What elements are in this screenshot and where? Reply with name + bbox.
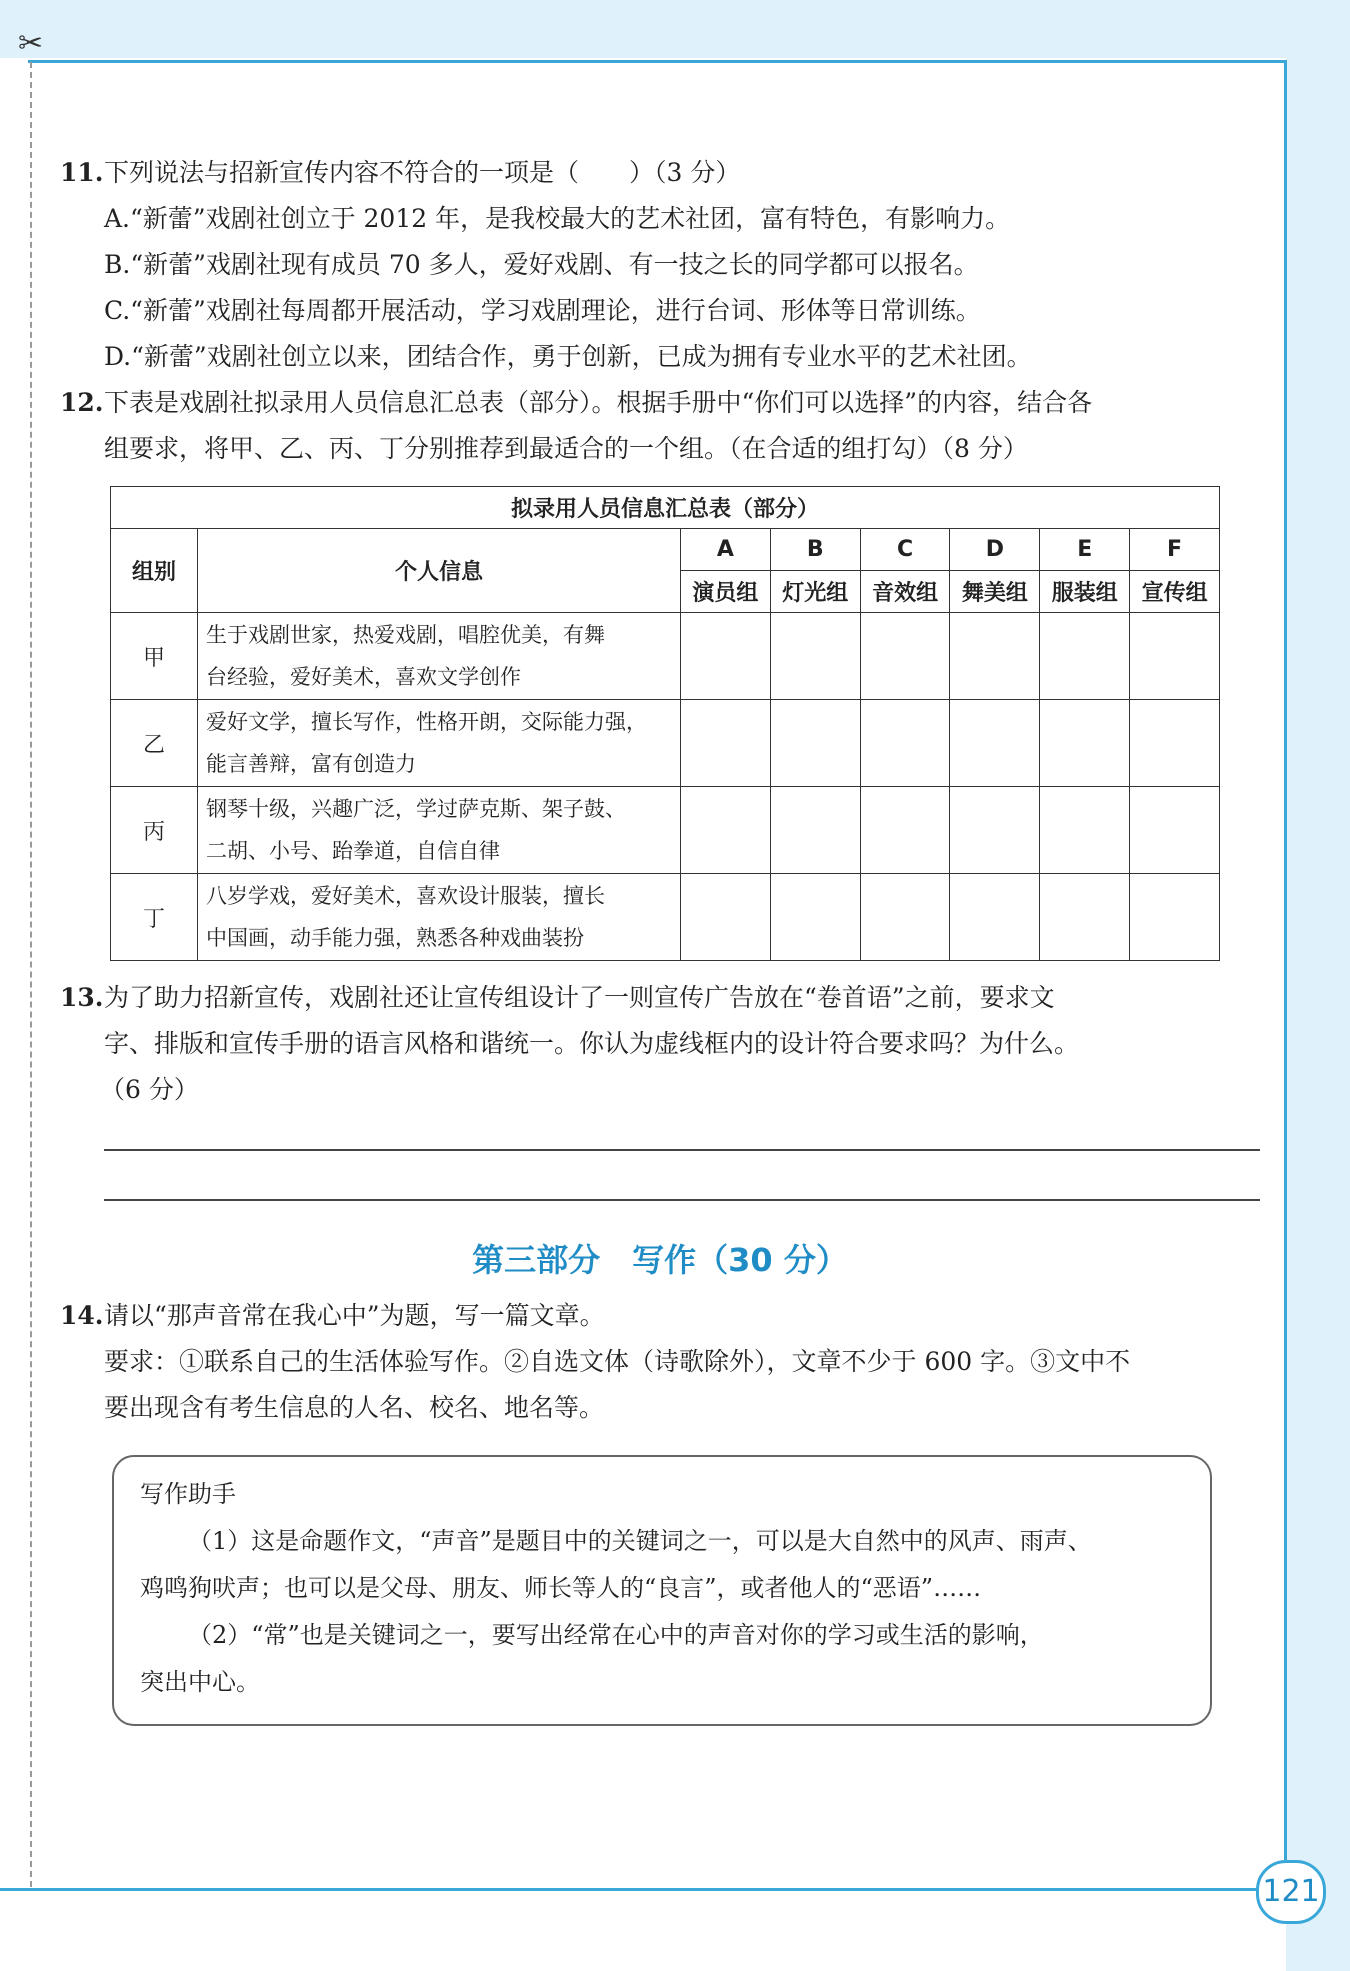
info-line: 台经验，爱好美术，喜欢文学创作 [206, 665, 521, 689]
check-cell[interactable] [860, 613, 950, 700]
info-line: 钢琴十级，兴趣广泛，学过萨克斯、架子鼓、 [206, 797, 626, 821]
question-number: 12. [60, 388, 104, 417]
scissors-icon: ✂ [18, 26, 44, 61]
check-cell[interactable] [1040, 874, 1130, 961]
row-name: 乙 [111, 700, 198, 787]
table-row [111, 700, 1220, 787]
info-line: 生于戏剧世家，热爱戏剧，唱腔优美，有舞 [206, 623, 605, 647]
col-name-d: 舞美组 [950, 571, 1040, 613]
check-cell[interactable] [1040, 613, 1130, 700]
row-info [198, 787, 681, 874]
check-cell[interactable] [1130, 700, 1220, 787]
question-stem: 请以“那声音常在我心中”为题，写一篇文章。 [104, 1301, 605, 1330]
info-table [110, 486, 1220, 961]
frame-line-bottom [0, 1888, 1260, 1891]
cut-dashed-line [30, 62, 32, 1887]
table-title: 拟录用人员信息汇总表（部分） [111, 487, 1220, 529]
page-header-band [0, 0, 1350, 58]
check-cell[interactable] [681, 613, 771, 700]
writing-helper-box [112, 1455, 1212, 1726]
check-cell[interactable] [950, 787, 1040, 874]
requirements-cont: 要出现含有考生信息的人名、校名、地名等。 [104, 1393, 605, 1422]
question-number: 14. [60, 1301, 104, 1330]
question-number: 13. [60, 983, 104, 1012]
check-cell[interactable] [860, 700, 950, 787]
question-11 [60, 150, 1260, 196]
check-cell[interactable] [860, 787, 950, 874]
helper-point-2: （2）“常”也是关键词之一，要写出经常在心中的声音对你的学习或生活的影响， [188, 1621, 1044, 1649]
col-letter-c: C [860, 529, 950, 571]
check-cell[interactable] [681, 787, 771, 874]
row-name: 甲 [111, 613, 198, 700]
check-cell[interactable] [770, 700, 860, 787]
helper-point-2-cont: 突出中心。 [140, 1668, 260, 1696]
col-header-group: 组别 [111, 529, 198, 613]
check-cell[interactable] [770, 874, 860, 961]
requirements: 要求：①联系自己的生活体验写作。②自选文体（诗歌除外），文章不少于 600 字。③文中不 [104, 1347, 1131, 1376]
info-line: 中国画，动手能力强，熟悉各种戏曲装扮 [206, 926, 584, 950]
row-name: 丙 [111, 787, 198, 874]
col-letter-d: D [950, 529, 1040, 571]
col-name-f: 宣传组 [1130, 571, 1220, 613]
question-14 [60, 1293, 1260, 1339]
question-stem-cont: 组要求，将甲、乙、丙、丁分别推荐到最适合的一个组。（在合适的组打勾）（8 分） [104, 434, 1028, 463]
check-cell[interactable] [1130, 613, 1220, 700]
question-stem: 下表是戏剧社拟录用人员信息汇总表（部分）。根据手册中“你们可以选择”的内容，结合各 [104, 388, 1093, 417]
helper-point-1-cont: 鸡鸣狗吠声；也可以是父母、朋友、师长等人的“良言”，或者他人的“恶语”…… [140, 1574, 982, 1602]
col-name-e: 服装组 [1040, 571, 1130, 613]
question-stem: 为了助力招新宣传，戏剧社还让宣传组设计了一则宣传广告放在“卷首语”之前，要求文 [104, 983, 1055, 1012]
question-12 [60, 380, 1260, 426]
col-letter-a: A [681, 529, 771, 571]
frame-line-right [1284, 60, 1287, 1860]
check-cell[interactable] [681, 700, 771, 787]
page-side-band [1286, 0, 1350, 1971]
question-number: 11. [60, 158, 104, 187]
check-cell[interactable] [1040, 700, 1130, 787]
col-letter-b: B [770, 529, 860, 571]
check-cell[interactable] [681, 874, 771, 961]
frame-line-top [28, 60, 1286, 63]
question-score: （6 分） [100, 1075, 199, 1104]
helper-point-1: （1）这是命题作文，“声音”是题目中的关键词之一，可以是大自然中的风声、雨声、 [188, 1527, 1092, 1555]
table-row [111, 787, 1220, 874]
row-name: 丁 [111, 874, 198, 961]
row-info [198, 613, 681, 700]
row-info [198, 874, 681, 961]
col-letter-f: F [1130, 529, 1220, 571]
question-stem: 下列说法与招新宣传内容不符合的一项是（ ）（3 分） [104, 158, 741, 187]
option-d: D.“新蕾”戏剧社创立以来，团结合作，勇于创新，已成为拥有专业水平的艺术社团。 [104, 342, 1032, 371]
info-line: 爱好文学，擅长写作，性格开朗，交际能力强， [206, 710, 647, 734]
check-cell[interactable] [860, 874, 950, 961]
option-a: A.“新蕾”戏剧社创立于 2012 年，是我校最大的艺术社团，富有特色，有影响力。 [104, 204, 1011, 233]
option-c: C.“新蕾”戏剧社每周都开展活动，学习戏剧理论，进行台词、形体等日常训练。 [104, 296, 981, 325]
check-cell[interactable] [770, 787, 860, 874]
section-title: 第三部分 写作（30 分） [472, 1241, 848, 1279]
table-row [111, 874, 1220, 961]
col-header-info: 个人信息 [198, 529, 681, 613]
page-content [60, 150, 1260, 1726]
check-cell[interactable] [1040, 787, 1130, 874]
col-name-a: 演员组 [681, 571, 771, 613]
option-b: B.“新蕾”戏剧社现有成员 70 多人，爱好戏剧、有一技之长的同学都可以报名。 [104, 250, 979, 279]
info-line: 八岁学戏，爱好美术，喜欢设计服装，擅长 [206, 884, 605, 908]
check-cell[interactable] [1130, 874, 1220, 961]
info-line: 二胡、小号、跆拳道，自信自律 [206, 839, 500, 863]
question-stem-cont: 字、排版和宣传手册的语言风格和谐统一。你认为虚线框内的设计符合要求吗？为什么。 [104, 1029, 1080, 1058]
col-name-c: 音效组 [860, 571, 950, 613]
helper-title: 写作助手 [140, 1480, 236, 1508]
table-row [111, 613, 1220, 700]
check-cell[interactable] [770, 613, 860, 700]
row-info [198, 700, 681, 787]
check-cell[interactable] [950, 613, 1040, 700]
col-name-b: 灯光组 [770, 571, 860, 613]
check-cell[interactable] [1130, 787, 1220, 874]
info-line: 能言善辩，富有创造力 [206, 752, 416, 776]
check-cell[interactable] [950, 874, 1040, 961]
col-letter-e: E [1040, 529, 1130, 571]
check-cell[interactable] [950, 700, 1040, 787]
question-13 [60, 975, 1260, 1021]
page-number: 121 [1256, 1860, 1326, 1924]
